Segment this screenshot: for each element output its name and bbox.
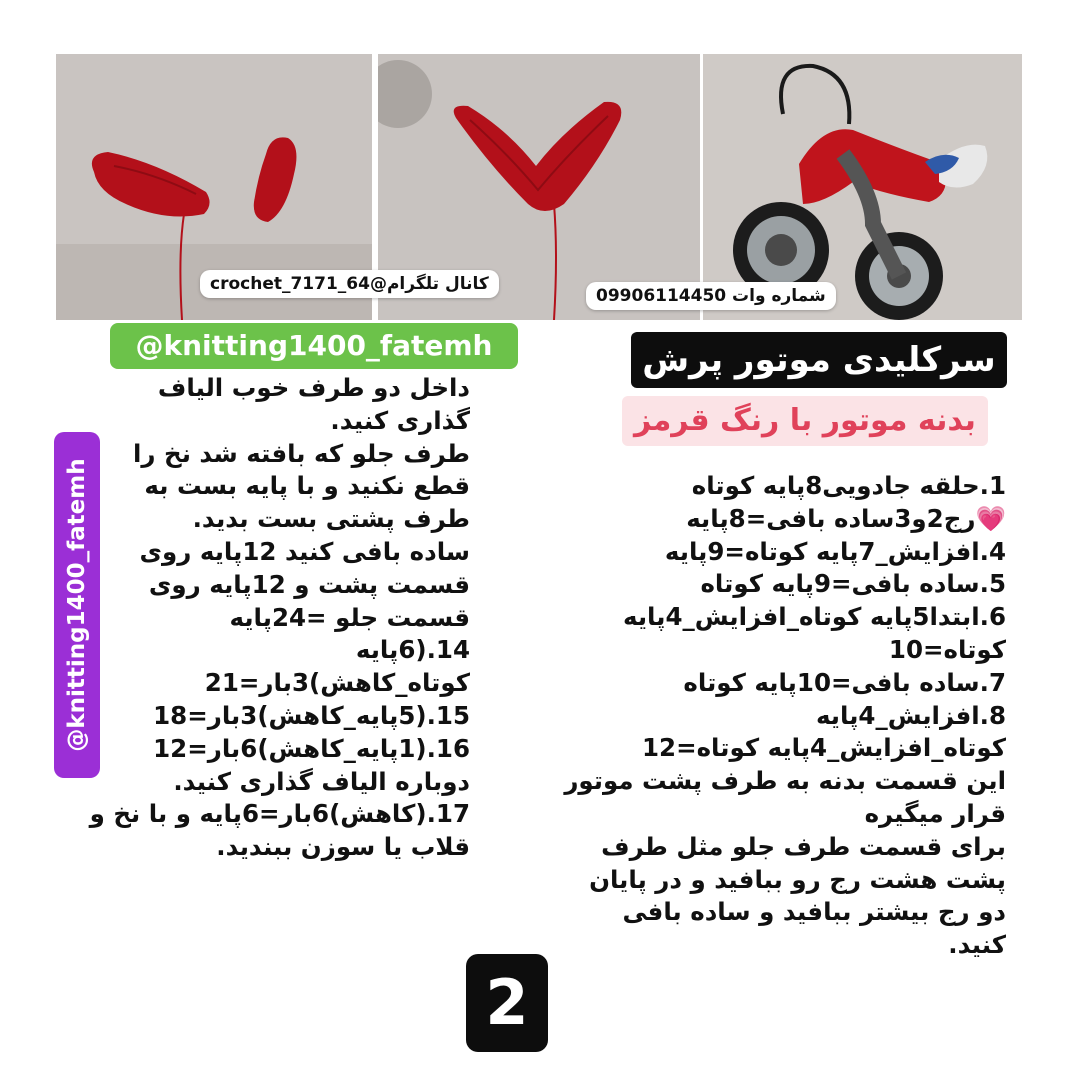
instruction-line: کوتاه_کاهش)3بار=21	[204, 668, 470, 698]
instruction-line: دوباره الیاف گذاری کنید.	[173, 766, 470, 796]
vertical-username-text: @knitting1400_fatemh	[64, 458, 90, 752]
instruction-line: کوتاه=10	[888, 634, 1006, 664]
instruction-line: قسمت پشت و 12پایه روی	[148, 569, 470, 599]
instruction-line: 8.افزایش_4پایه	[815, 700, 1006, 730]
instruction-line: 💗رج2و3ساده بافی=8پایه	[686, 503, 1006, 533]
instruction-line: قسمت جلو =24پایه	[229, 602, 470, 632]
instructions-right-column	[540, 470, 1006, 962]
instruction-line: 15.(5پایه_کاهش)3بار=18	[153, 700, 470, 730]
instruction-line: 4.افزایش_7پایه کوتاه=9پایه	[664, 536, 1006, 566]
instruction-line: برای قسمت طرف جلو مثل طرف	[601, 831, 1006, 861]
telegram-caption: کانال تلگرام@crochet_7171_64	[200, 270, 499, 298]
instruction-line: این قسمت بدنه به طرف پشت موتور	[564, 766, 1006, 796]
instruction-line: طرف جلو که بافته شد نخ را	[133, 438, 470, 468]
instruction-line: قطع نکنید و با پایه بست به	[144, 471, 470, 501]
vertical-username-badge	[54, 432, 100, 778]
instruction-line: طرف پشتی بست بدید.	[192, 504, 470, 534]
instruction-line: گذاری کنید.	[330, 405, 470, 435]
instruction-line: 1.حلقه جادویی8پایه کوتاه	[691, 471, 1006, 500]
whatsapp-caption: شماره وات 09906114450	[586, 282, 836, 310]
page-number-badge: 2	[466, 954, 548, 1052]
instruction-line: پشت هشت رج رو ببافید و در پایان	[589, 864, 1006, 894]
page-title: سرکلیدی موتور پرش	[631, 332, 1007, 388]
instruction-line: 7.ساده بافی=10پایه کوتاه	[683, 667, 1006, 697]
instruction-line: قلاب یا سوزن ببندید.	[216, 832, 470, 862]
instruction-line: 17.(کاهش)6بار=6پایه و با نخ و	[89, 799, 470, 829]
instruction-line: 14.(6پایه	[355, 635, 470, 665]
instruction-line: ساده بافی کنید 12پایه روی	[139, 536, 470, 566]
photo-motorbike-keychain	[703, 54, 1022, 320]
instructions-left-column	[89, 372, 470, 864]
instruction-line: قرار میگیره	[864, 798, 1006, 828]
instruction-line: کنید.	[948, 930, 1006, 960]
instruction-line: کوتاه_افزایش_4پایه کوتاه=12	[641, 733, 1006, 763]
instruction-line: 5.ساده بافی=9پایه کوتاه	[700, 569, 1006, 599]
username-banner: @knitting1400_fatemh	[110, 323, 518, 369]
page-subtitle: بدنه موتور با رنگ قرمز	[622, 396, 988, 446]
instruction-line: دو رج بیشتر ببافید و ساده بافی	[622, 897, 1006, 927]
instruction-line: 6.ابتدا5پایه کوتاه_افزایش_4پایه	[623, 602, 1006, 632]
instruction-line: 16.(1پایه_کاهش)6بار=12	[153, 733, 470, 763]
instruction-line: داخل دو طرف خوب الیاف	[157, 373, 470, 402]
